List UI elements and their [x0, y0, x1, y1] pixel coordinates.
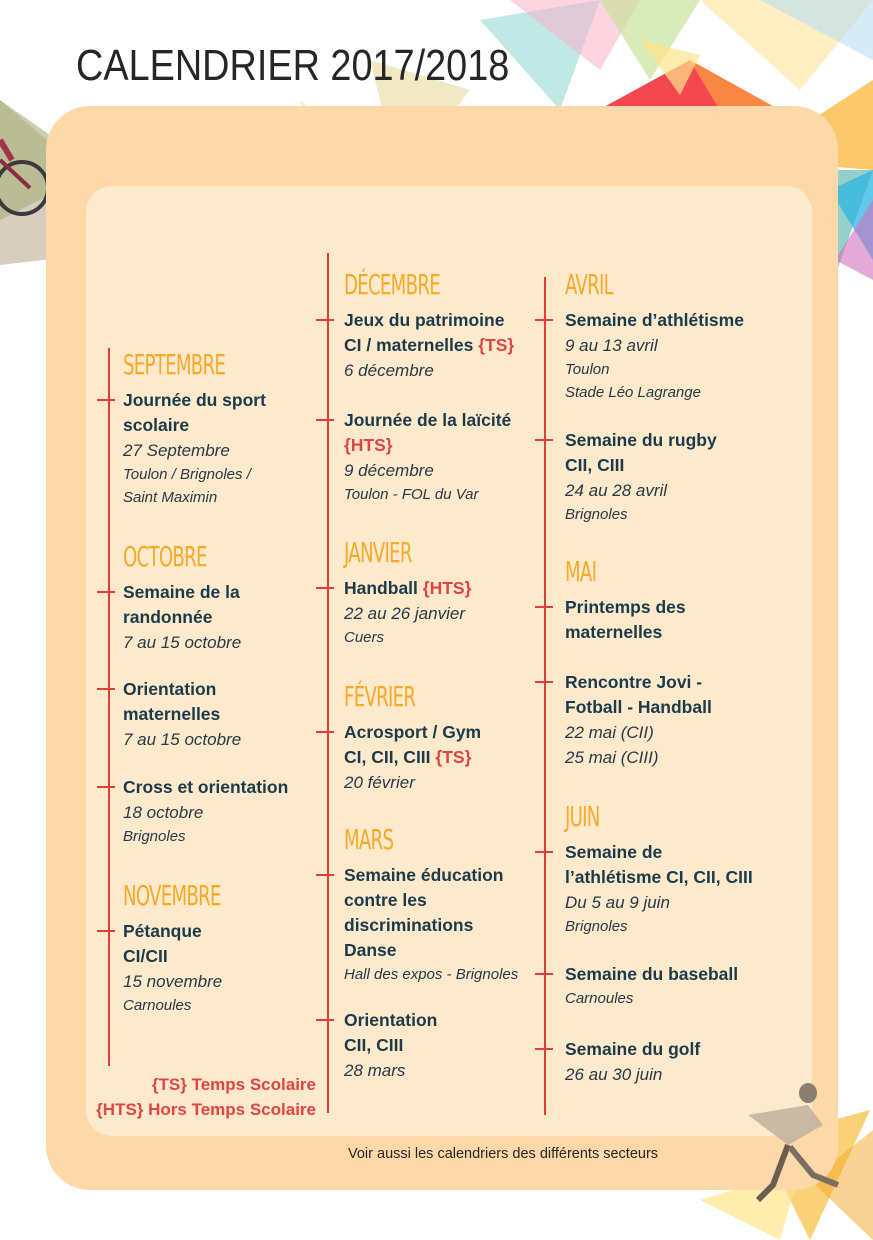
event-title: Semaine du golf: [565, 1039, 701, 1059]
event-item: [565, 840, 753, 938]
timeline-tick: [535, 439, 553, 441]
event-title: Handball: [344, 578, 418, 598]
event-place: Saint Maximin: [123, 489, 218, 506]
event-date: 22 mai (CII): [565, 723, 654, 742]
event-place: Brignoles: [565, 506, 628, 523]
event-item: [565, 962, 738, 1010]
event-title: CI, CII, CIII: [344, 747, 431, 767]
timeline-tick: [316, 1019, 334, 1021]
event-place: Toulon - FOL du Var: [344, 486, 479, 503]
legend-ts: {TS} Temps Scolaire: [151, 1075, 316, 1094]
event-title: scolaire: [123, 415, 190, 435]
timeline-tick: [535, 606, 553, 608]
event-tag: {HTS}: [344, 435, 393, 455]
event-title: discriminations: [344, 915, 474, 935]
event-tag: {HTS}: [422, 578, 472, 598]
event-item: [565, 670, 712, 770]
event-place: Carnoules: [565, 990, 634, 1007]
athlete-photo: [728, 1075, 848, 1205]
event-title: maternelles: [565, 622, 663, 642]
event-item: [344, 576, 471, 649]
timeline-line-col2: [327, 253, 329, 1113]
timeline-tick: [535, 1048, 553, 1050]
event-tag: {TS}: [478, 335, 515, 355]
event-title: l’athlétisme CI, CII, CIII: [565, 867, 753, 887]
timeline-tick: [316, 587, 334, 589]
event-title: Semaine de la: [123, 582, 240, 602]
event-title: CII, CIII: [344, 1035, 404, 1055]
event-title: CI/CII: [123, 946, 168, 966]
event-title: Orientation: [123, 679, 217, 699]
timeline-tick: [97, 786, 115, 788]
timeline-tick: [535, 681, 553, 683]
event-date: 9 décembre: [344, 461, 434, 480]
event-title: contre les: [344, 890, 427, 910]
event-title: Fotball - Handball: [565, 697, 712, 717]
event-date: 6 décembre: [344, 361, 434, 380]
event-date: 27 Septembre: [123, 441, 230, 460]
event-item: [344, 863, 518, 986]
month-heading: DÉCEMBRE: [344, 268, 440, 301]
timeline-tick: [97, 591, 115, 593]
event-title: Semaine éducation: [344, 865, 504, 885]
event-date: 15 novembre: [123, 972, 223, 991]
event-title: Pétanque: [123, 921, 202, 941]
event-place: Toulon / Brignoles /: [123, 466, 251, 483]
legend: [96, 1072, 316, 1122]
event-place: Cuers: [344, 629, 385, 646]
event-date: 24 au 28 avril: [565, 481, 668, 500]
event-item: [123, 775, 288, 848]
event-date: 26 au 30 juin: [565, 1065, 663, 1084]
event-place: Hall des expos - Brignoles: [344, 966, 519, 983]
footnote: Voir aussi les calendriers des différents secteurs: [348, 1146, 659, 1162]
timeline-tick: [316, 419, 334, 421]
event-title: maternelles: [123, 704, 221, 724]
legend-hts: {HTS} Hors Temps Scolaire: [96, 1100, 316, 1119]
event-item: [565, 1037, 700, 1087]
event-place: Toulon: [565, 361, 610, 378]
timeline-line-col1: [108, 348, 110, 1066]
event-item: [123, 388, 266, 509]
event-title: Cross et orientation: [123, 777, 289, 797]
event-item: [565, 308, 744, 404]
event-item: [123, 677, 241, 752]
month-heading: MAI: [565, 555, 597, 588]
event-tag: {TS}: [435, 747, 472, 767]
event-place: Brignoles: [565, 918, 628, 935]
timeline-tick: [535, 973, 553, 975]
event-item: [565, 428, 717, 526]
month-heading: JANVIER: [344, 536, 412, 569]
event-item: [123, 919, 222, 1017]
event-place: Carnoules: [123, 997, 192, 1014]
event-title: Semaine du rugby: [565, 430, 717, 450]
event-title: Orientation: [344, 1010, 438, 1030]
month-heading: AVRIL: [565, 268, 613, 301]
event-place: Brignoles: [123, 828, 186, 845]
timeline-tick: [316, 874, 334, 876]
event-title: Danse: [344, 940, 397, 960]
event-item: [344, 308, 514, 383]
timeline-tick: [316, 731, 334, 733]
event-date: 18 octobre: [123, 803, 204, 822]
timeline-tick: [97, 688, 115, 690]
event-title: Jeux du patrimoine: [344, 310, 505, 330]
event-title: Rencontre Jovi -: [565, 672, 703, 692]
month-heading: MARS: [344, 823, 394, 856]
event-title: Printemps des: [565, 597, 686, 617]
event-date: 20 février: [344, 773, 415, 792]
month-heading: SEPTEMBRE: [123, 348, 226, 381]
event-date: 7 au 15 octobre: [123, 730, 242, 749]
event-title: randonnée: [123, 607, 213, 627]
event-title: Semaine d’athlétisme: [565, 310, 744, 330]
event-title: Journée de la laïcité: [344, 410, 512, 430]
event-date: 9 au 13 avril: [565, 336, 658, 355]
event-place: Stade Léo Lagrange: [565, 384, 701, 401]
event-date: 22 au 26 janvier: [344, 604, 465, 623]
timeline-tick: [97, 930, 115, 932]
event-item: [344, 720, 481, 795]
event-item: [565, 595, 686, 645]
event-date: 7 au 15 octobre: [123, 633, 242, 652]
event-title: Acrosport / Gym: [344, 722, 482, 742]
month-heading: OCTOBRE: [123, 540, 207, 573]
event-title: Journée du sport: [123, 390, 266, 410]
page-title: CALENDRIER 2017/2018: [76, 41, 510, 90]
timeline-tick: [316, 319, 334, 321]
event-title: Semaine du baseball: [565, 964, 739, 984]
event-title: CII, CIII: [565, 455, 625, 475]
event-date: 25 mai (CIII): [565, 748, 659, 767]
event-title: CI / maternelles: [344, 335, 474, 355]
event-title: Semaine de: [565, 842, 663, 862]
timeline-tick: [97, 399, 115, 401]
event-item: [344, 408, 511, 506]
event-date: Du 5 au 9 juin: [565, 893, 670, 912]
month-heading: FÉVRIER: [344, 680, 416, 713]
timeline-line-col3: [544, 277, 546, 1115]
event-item: [344, 1008, 437, 1083]
event-item: [123, 580, 241, 655]
month-heading: JUIN: [565, 800, 600, 833]
month-heading: NOVEMBRE: [123, 879, 221, 912]
timeline-tick: [535, 319, 553, 321]
event-date: 28 mars: [344, 1061, 406, 1080]
timeline-tick: [535, 851, 553, 853]
